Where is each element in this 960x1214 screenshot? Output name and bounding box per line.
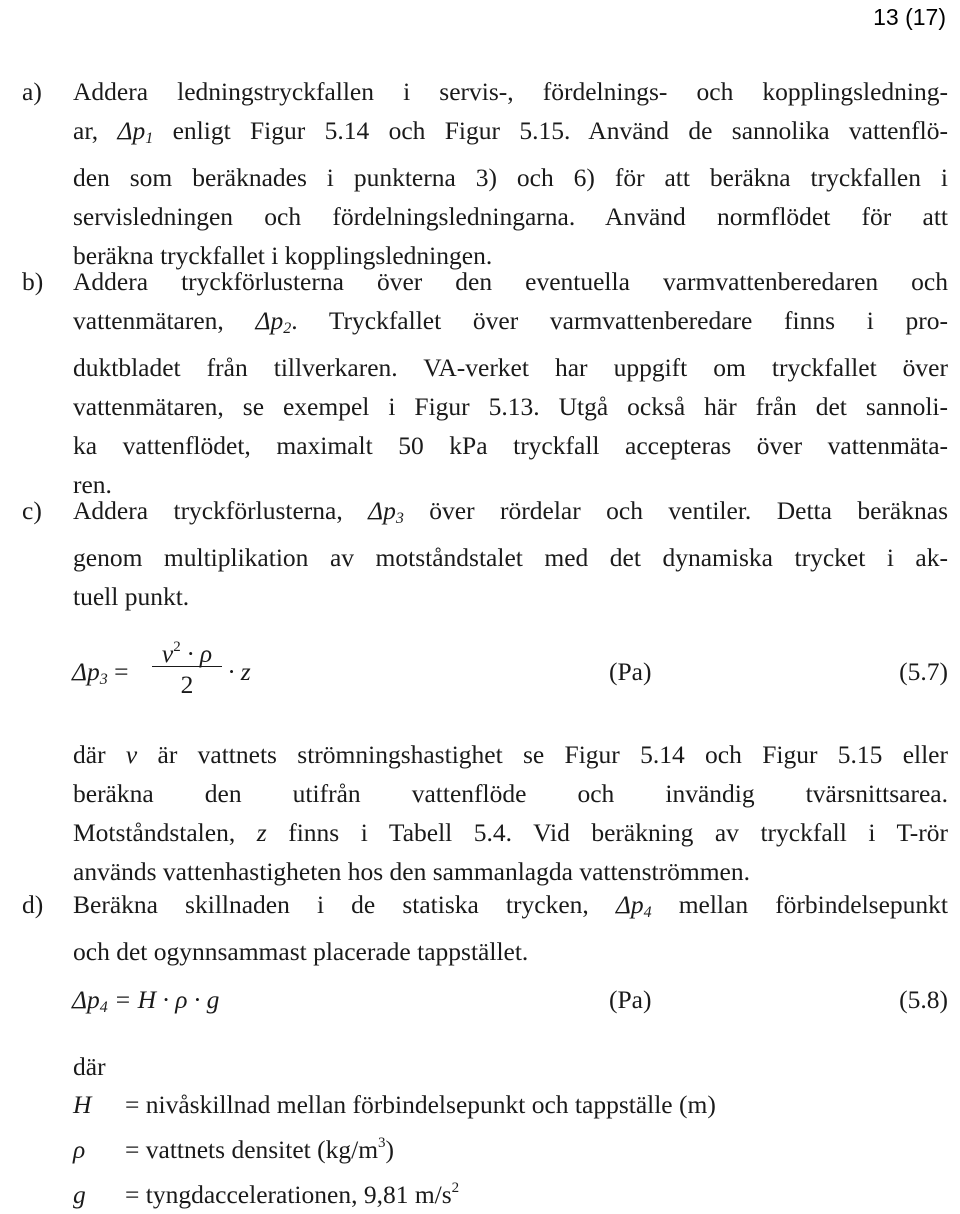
equation-number: (5.7) <box>899 657 948 686</box>
text-line: och det ogynnsammast placerade tappstället. <box>73 937 529 966</box>
math-subscript: 3 <box>395 510 404 527</box>
definition-row: H = nivåskillnad mellan förbindelsepunkt och tappställe (m) <box>73 1090 716 1119</box>
math-symbol: v <box>125 740 138 769</box>
equation-fraction <box>152 630 222 703</box>
list-item-b <box>22 262 948 504</box>
math-symbol: Δp <box>255 306 284 335</box>
text-line: ar, $\Delta p_1$ enligt Figur 5.14 och Figur 5.15. Använd de sannolika vattenflö- <box>73 116 948 147</box>
text-line: servisledningen och fördelningsledningarna. Använd normflödet för att <box>73 202 948 231</box>
list-marker: d) <box>22 890 44 919</box>
text-line: Motståndstalen, z finns i Tabell 5.4. Vid beräkning av tryckfall i T-rör <box>73 818 948 847</box>
math-symbol: z <box>256 818 267 847</box>
list-item-text <box>73 885 948 971</box>
list-item-text <box>73 72 948 275</box>
text-line: ren. <box>73 470 112 499</box>
text-line: beräkna den utifrån vattenflöde och invändig tvärsnittsarea. <box>73 779 948 808</box>
explanation-text <box>73 735 948 891</box>
equation-lhs: $\Delta p_4 = H \cdot \rho \cdot g$ <box>72 985 220 1016</box>
list-item-text <box>73 262 948 504</box>
equation-explanation <box>73 735 948 891</box>
text-line: vattenmätaren, se exempel i Figur 5.13. Utgå också här från det sannoli- <box>73 392 948 421</box>
definitions-intro: där <box>73 1052 106 1081</box>
list-marker: a) <box>22 77 42 106</box>
text-line: beräkna tryckfallet i kopplingsledningen. <box>73 241 493 270</box>
list-marker: b) <box>22 267 44 296</box>
text-line: Addera tryckförlusterna över den eventuella varmvattenberedaren och <box>73 267 948 296</box>
fraction-denominator: 2 <box>180 670 194 699</box>
equation-5-8 <box>72 985 948 1025</box>
text-line: den som beräknades i punkterna 3) och 6) för att beräkna tryckfallen i <box>73 163 948 192</box>
text-line: används vattenhastigheten hos den sammanlagda vattenströmmen. <box>73 857 750 886</box>
text-line: tuell punkt. <box>73 582 190 611</box>
list-item-c <box>22 491 948 616</box>
equation-unit: (Pa) <box>609 985 652 1014</box>
text-line: genom multiplikation av motståndstalet med det dynamiska trycket i ak- <box>73 543 948 572</box>
text-line: duktbladet från tillverkaren. VA-verket har uppgift om tryckfallet över <box>73 353 948 382</box>
page-number: 13 (17) <box>873 4 946 30</box>
math-symbol: Δp <box>368 496 396 525</box>
list-item-a <box>22 72 948 275</box>
equation-number: (5.8) <box>899 985 948 1014</box>
math-symbol: Δp <box>615 890 644 919</box>
fraction-numerator: $v^2 \cdot \rho$ <box>161 639 213 668</box>
definition-row: ρ = vattnets densitet $(kg/m^3)$ <box>73 1135 395 1164</box>
list-item-text <box>73 491 948 616</box>
equation-rhs: · z <box>228 657 251 686</box>
text-line: Addera tryckförlusterna, $\Delta p_3$ över rördelar och ventiler. Detta beräknas <box>73 496 948 527</box>
equation-lhs: $\Delta p_3$ = <box>72 657 129 688</box>
math-subscript: 1 <box>145 130 154 147</box>
text-line: Addera ledningstryckfallen i servis-, fördelnings- och kopplingsledning- <box>73 77 948 106</box>
math-subscript: 4 <box>643 904 652 921</box>
variable-definitions <box>73 1048 716 1214</box>
text-line: vattenmätaren, $\Delta p_2$. Tryckfallet över varmvattenberedare finns i pro- <box>73 306 949 337</box>
text-line: Beräkna skillnaden i de statiska trycken, $\Delta p_4$ mellan förbindelsepunkt <box>73 890 948 921</box>
math-symbol: Δp <box>117 116 146 145</box>
equation-unit: (Pa) <box>609 657 652 686</box>
equation-5-7 <box>72 630 948 710</box>
math-subscript: 2 <box>283 320 292 337</box>
text-line: ka vattenflödet, maximalt 50 kPa tryckfall accepteras över vattenmäta- <box>73 431 948 460</box>
list-item-d <box>22 885 948 971</box>
text-line: där v är vattnets strömningshastighet se Figur 5.14 och Figur 5.15 eller <box>73 740 948 769</box>
list-marker: c) <box>22 496 42 525</box>
definition-row: g = tyngdaccelerationen, 9,81 $m/s^2$ <box>73 1180 460 1209</box>
